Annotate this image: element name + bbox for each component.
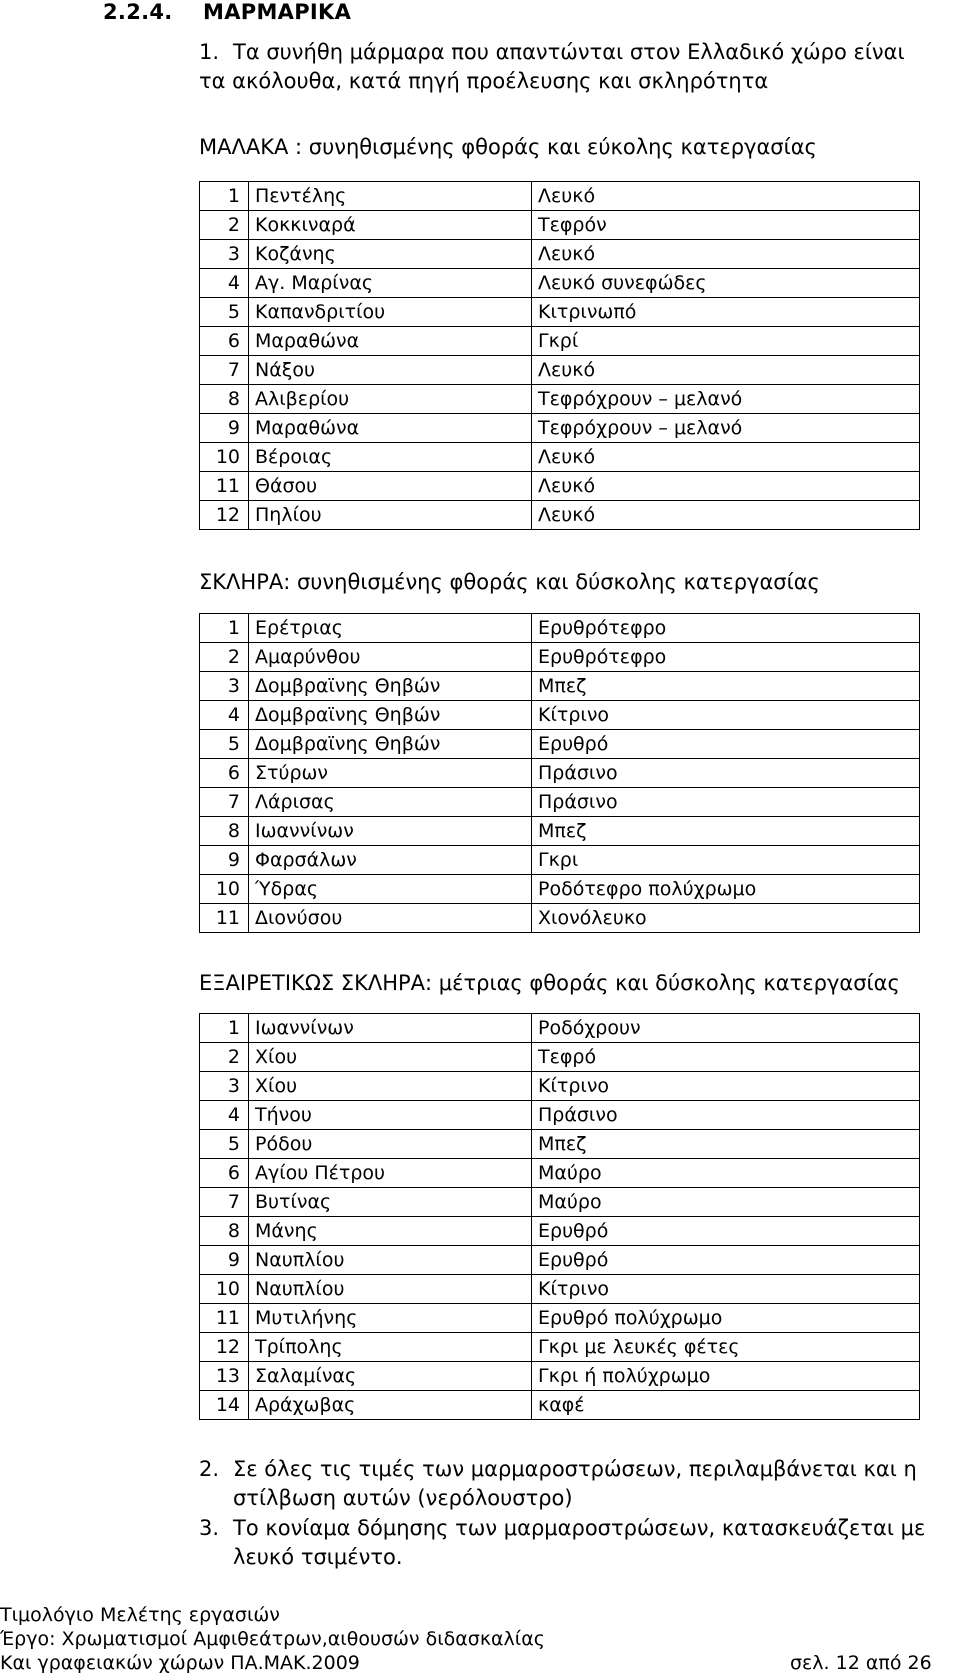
- row-number: 12: [200, 1333, 249, 1362]
- quarry-name: Κοζάνης: [249, 240, 532, 269]
- quarry-name: Λάρισας: [249, 788, 532, 817]
- marble-color: Ερυθρό: [532, 1217, 920, 1246]
- quarry-name: Κοκκιναρά: [249, 211, 532, 240]
- row-number: 12: [200, 501, 249, 530]
- table-row: [200, 472, 920, 501]
- marble-color: Λευκό: [532, 356, 920, 385]
- quarry-name: Δομβραϊνης Θηβών: [249, 701, 532, 730]
- table-row: [200, 501, 920, 530]
- quarry-name: Αμαρύνθου: [249, 643, 532, 672]
- marble-color: Λευκό: [532, 443, 920, 472]
- table-row: [200, 269, 920, 298]
- quarry-name: Δομβραϊνης Θηβών: [249, 730, 532, 759]
- marble-color: Μπεζ: [532, 1130, 920, 1159]
- quarry-name: Πηλίου: [249, 501, 532, 530]
- footer-line-3: Και γραφειακών χώρων ΠΑ.ΜΑΚ.2009: [0, 1652, 360, 1674]
- row-number: 7: [200, 356, 249, 385]
- row-number: 8: [200, 385, 249, 414]
- marble-color: Πράσινο: [532, 1101, 920, 1130]
- marble-color: Λευκό: [532, 182, 920, 211]
- row-number: 2: [200, 211, 249, 240]
- marble-color: Ερυθρό: [532, 730, 920, 759]
- page-number: σελ. 12 από 26: [790, 1652, 932, 1674]
- row-number: 9: [200, 1246, 249, 1275]
- row-number: 1: [200, 1014, 249, 1043]
- hard-marble-table: [199, 613, 920, 933]
- row-number: 6: [200, 327, 249, 356]
- row-number: 7: [200, 788, 249, 817]
- marble-color: Λευκό συνεφώδες: [532, 269, 920, 298]
- paragraph-line: Σε όλες τις τιμές των μαρμαροστρώσεων, περιλαμβάνεται και η: [233, 1457, 917, 1481]
- table-body: [200, 182, 920, 530]
- paragraph-1: [199, 38, 939, 96]
- row-number: 8: [200, 1217, 249, 1246]
- section-title-extra-hard: ΕΞΑΙΡΕΤΙΚΩΣ ΣΚΛΗΡΑ: μέτριας φθοράς και δύσκολης κατεργασίας: [199, 971, 900, 995]
- quarry-name: Ναυπλίου: [249, 1275, 532, 1304]
- table-row: [200, 356, 920, 385]
- quarry-name: Νάξου: [249, 356, 532, 385]
- marble-color: Ερυθρό: [532, 1246, 920, 1275]
- row-number: 11: [200, 904, 249, 933]
- marble-color: Γκρι με λευκές φέτες: [532, 1333, 920, 1362]
- marble-color: Ερυθρό πολύχρωμο: [532, 1304, 920, 1333]
- marble-color: Ροδότεφρο πολύχρωμο: [532, 875, 920, 904]
- marble-color: Γκρί: [532, 327, 920, 356]
- row-number: 8: [200, 817, 249, 846]
- row-number: 7: [200, 1188, 249, 1217]
- table-row: [200, 875, 920, 904]
- row-number: 10: [200, 875, 249, 904]
- row-number: 3: [200, 1072, 249, 1101]
- table-row: [200, 211, 920, 240]
- table-row: [200, 1188, 920, 1217]
- row-number: 3: [200, 672, 249, 701]
- row-number: 5: [200, 298, 249, 327]
- quarry-name: Ιωαννίνων: [249, 1014, 532, 1043]
- table-row: [200, 846, 920, 875]
- row-number: 5: [200, 1130, 249, 1159]
- table-row: [200, 730, 920, 759]
- marble-color: Γκρι ή πολύχρωμο: [532, 1362, 920, 1391]
- quarry-name: Ερέτριας: [249, 614, 532, 643]
- table-row: [200, 327, 920, 356]
- quarry-name: Αγ. Μαρίνας: [249, 269, 532, 298]
- quarry-name: Ναυπλίου: [249, 1246, 532, 1275]
- quarry-name: Αράχωβας: [249, 1391, 532, 1420]
- marble-color: Μαύρο: [532, 1188, 920, 1217]
- quarry-name: Μυτιλήνης: [249, 1304, 532, 1333]
- row-number: 1: [200, 614, 249, 643]
- marble-color: Λευκό: [532, 240, 920, 269]
- paragraph-line: Τα συνήθη μάρμαρα που απαντώνται στον Ελλαδικό χώρο είναι: [233, 40, 905, 64]
- paragraph-3: [199, 1514, 939, 1572]
- table-row: [200, 1072, 920, 1101]
- quarry-name: Μάνης: [249, 1217, 532, 1246]
- table-row: [200, 759, 920, 788]
- quarry-name: Αλιβερίου: [249, 385, 532, 414]
- row-number: 10: [200, 1275, 249, 1304]
- footer-line-2: Έργο: Χρωματισμοί Αμφιθεάτρων,αιθουσών διδασκαλίας: [0, 1628, 545, 1650]
- table-row: [200, 1362, 920, 1391]
- row-number: 1: [200, 182, 249, 211]
- quarry-name: Χίου: [249, 1043, 532, 1072]
- table-row: [200, 443, 920, 472]
- marble-color: Τεφρόχρουν – μελανό: [532, 385, 920, 414]
- row-number: 9: [200, 846, 249, 875]
- row-number: 2: [200, 643, 249, 672]
- quarry-name: Σαλαμίνας: [249, 1362, 532, 1391]
- marble-color: Μπεζ: [532, 672, 920, 701]
- table-row: [200, 1246, 920, 1275]
- table-body: [200, 1014, 920, 1420]
- row-number: 4: [200, 1101, 249, 1130]
- table-row: [200, 817, 920, 846]
- row-number: 9: [200, 414, 249, 443]
- row-number: 6: [200, 1159, 249, 1188]
- marble-color: Λευκό: [532, 501, 920, 530]
- marble-color: Ερυθρότεφρο: [532, 614, 920, 643]
- paragraph-number: 1.: [199, 40, 220, 64]
- table-row: [200, 904, 920, 933]
- marble-color: Χιονόλευκο: [532, 904, 920, 933]
- paragraph-line: τα ακόλουθα, κατά πηγή προέλευσης και σκληρότητα: [199, 69, 769, 93]
- quarry-name: Ύδρας: [249, 875, 532, 904]
- table-row: [200, 1014, 920, 1043]
- table-row: [200, 240, 920, 269]
- marble-color: Μπεζ: [532, 817, 920, 846]
- marble-color: Τεφρόχρουν – μελανό: [532, 414, 920, 443]
- table-row: [200, 298, 920, 327]
- quarry-name: Δομβραϊνης Θηβών: [249, 672, 532, 701]
- table-row: [200, 1101, 920, 1130]
- quarry-name: Θάσου: [249, 472, 532, 501]
- table-row: [200, 788, 920, 817]
- table-row: [200, 643, 920, 672]
- table-row: [200, 1043, 920, 1072]
- quarry-name: Χίου: [249, 1072, 532, 1101]
- table-row: [200, 414, 920, 443]
- quarry-name: Μαραθώνα: [249, 327, 532, 356]
- marble-color: Ερυθρότεφρο: [532, 643, 920, 672]
- marble-color: Κίτρινο: [532, 1072, 920, 1101]
- table-row: [200, 1391, 920, 1420]
- quarry-name: Πεντέλης: [249, 182, 532, 211]
- quarry-name: Ρόδου: [249, 1130, 532, 1159]
- paragraph-line: λευκό τσιμέντο.: [233, 1545, 403, 1569]
- paragraph-number: 2.: [199, 1457, 220, 1481]
- table-row: [200, 1275, 920, 1304]
- row-number: 14: [200, 1391, 249, 1420]
- marble-color: Πράσινο: [532, 788, 920, 817]
- soft-marble-table: [199, 181, 920, 530]
- marble-color: Τεφρό: [532, 1043, 920, 1072]
- table-row: [200, 1304, 920, 1333]
- row-number: 4: [200, 701, 249, 730]
- table-row: [200, 1333, 920, 1362]
- quarry-name: Φαρσάλων: [249, 846, 532, 875]
- paragraph-line: Το κονίαμα δόμησης των μαρμαροστρώσεων, κατασκευάζεται με: [233, 1516, 926, 1540]
- row-number: 11: [200, 472, 249, 501]
- table-row: [200, 182, 920, 211]
- quarry-name: Ιωαννίνων: [249, 817, 532, 846]
- quarry-name: Τήνου: [249, 1101, 532, 1130]
- quarry-name: Μαραθώνα: [249, 414, 532, 443]
- table-row: [200, 614, 920, 643]
- row-number: 2: [200, 1043, 249, 1072]
- marble-color: Κίτρινο: [532, 1275, 920, 1304]
- table-body: [200, 614, 920, 933]
- paragraph-2: [199, 1455, 939, 1513]
- marble-color: Κίτρινο: [532, 701, 920, 730]
- quarry-name: Αγίου Πέτρου: [249, 1159, 532, 1188]
- quarry-name: Διονύσου: [249, 904, 532, 933]
- row-number: 13: [200, 1362, 249, 1391]
- quarry-name: Καπανδριτίου: [249, 298, 532, 327]
- paragraph-number: 3.: [199, 1516, 220, 1540]
- extra-hard-marble-table: [199, 1013, 920, 1420]
- section-heading: 2.2.4. ΜΑΡΜΑΡΙΚΑ: [103, 0, 352, 24]
- table-row: [200, 385, 920, 414]
- marble-color: Τεφρόν: [532, 211, 920, 240]
- paragraph-line: στίλβωση αυτών (νερόλουστρο): [233, 1486, 573, 1510]
- marble-color: Κιτρινωπό: [532, 298, 920, 327]
- table-row: [200, 1130, 920, 1159]
- quarry-name: Βυτίνας: [249, 1188, 532, 1217]
- quarry-name: Στύρων: [249, 759, 532, 788]
- marble-color: καφέ: [532, 1391, 920, 1420]
- row-number: 5: [200, 730, 249, 759]
- row-number: 6: [200, 759, 249, 788]
- marble-color: Ροδόχρουν: [532, 1014, 920, 1043]
- marble-color: Μαύρο: [532, 1159, 920, 1188]
- row-number: 10: [200, 443, 249, 472]
- table-row: [200, 1159, 920, 1188]
- section-title-hard: ΣΚΛΗΡΑ: συνηθισμένης φθοράς και δύσκολης κατεργασίας: [199, 570, 820, 594]
- row-number: 4: [200, 269, 249, 298]
- row-number: 11: [200, 1304, 249, 1333]
- quarry-name: Βέροιας: [249, 443, 532, 472]
- table-row: [200, 1217, 920, 1246]
- section-title-soft: ΜΑΛΑΚΑ : συνηθισμένης φθοράς και εύκολης κατεργασίας: [199, 135, 817, 159]
- marble-color: Λευκό: [532, 472, 920, 501]
- table-row: [200, 701, 920, 730]
- footer-line-1: Τιμολόγιο Μελέτης εργασιών: [0, 1604, 280, 1626]
- quarry-name: Τρίπολης: [249, 1333, 532, 1362]
- marble-color: Πράσινο: [532, 759, 920, 788]
- table-row: [200, 672, 920, 701]
- row-number: 3: [200, 240, 249, 269]
- marble-color: Γκρι: [532, 846, 920, 875]
